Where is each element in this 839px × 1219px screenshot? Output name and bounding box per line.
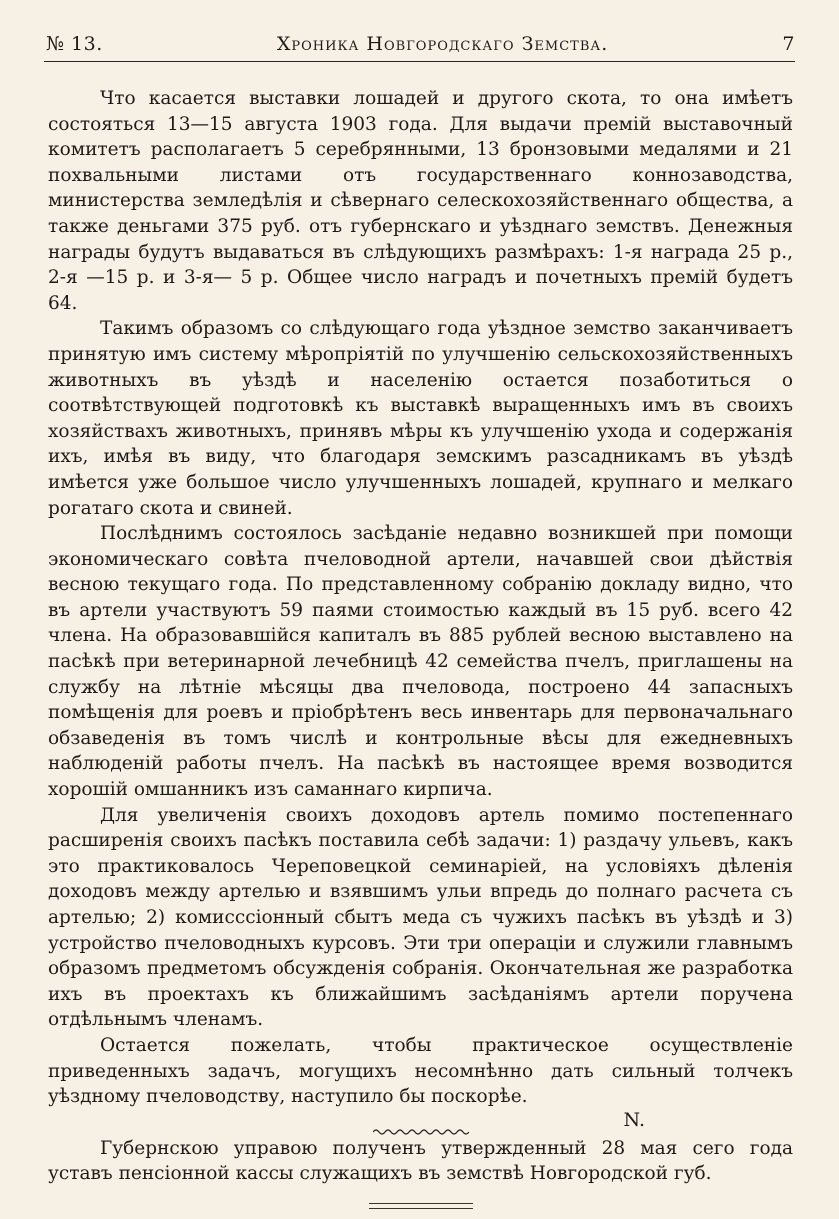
paragraph: Остается пожелать, чтобы практическое осуществленіе приведенныхъ задачъ, могущихъ несомнѣнно дать сильный толчекъ уѣздному пчеловодству, наступило бы поскорѣе.	[48, 1034, 793, 1108]
page-number: 7	[782, 33, 795, 55]
end-double-rule	[369, 1203, 473, 1209]
wavy-divider	[373, 1128, 469, 1136]
header-rule	[44, 61, 795, 62]
running-header	[46, 30, 795, 58]
author-signature: N.	[623, 1108, 645, 1131]
paragraph: Для увеличенія своихъ доходовъ артель помимо постепеннаго расширенія своихъ пасѣкъ поставила себѣ задачи: 1) раздачу ульевъ, какъ это практиковалось Череповецкой семинаріей, на условіяхъ дѣленія доходовъ между артелью и взявшимъ ульи впредь до полнаго расчета съ артелью; 2) комисссіонный сбытъ меда съ чужихъ пасѣкъ въ уѣздѣ и 3) устройство пчеловодныхъ курсовъ. Эти три операціи и служили главнымъ образомъ предметомъ обсужденія собранія. Окончательная же разработка ихъ въ проектахъ къ ближайшимъ засѣданіямъ артели поручена отдѣльнымъ членамъ.	[48, 804, 793, 1031]
journal-title: Хроника Новгородскаго Земства.	[276, 33, 609, 55]
news-note: Губернскою управою полученъ утвержденный 28 мая сего года уставъ пенсіонной кассы служащихъ въ земствѣ Новгородской губ.	[48, 1137, 793, 1185]
paragraph: Такимъ образомъ со слѣдующаго года уѣздное земство заканчиваетъ принятую имъ систему мѣропріятій по улучшенію сельскохозяйственныхъ животныхъ въ уѣздѣ и населенію остается позаботиться о соотвѣтствующей подготовкѣ къ выставкѣ выращенныхъ имъ въ своихъ хозяйствахъ животныхъ, принявъ мѣры къ улучшенію ухода и содержанія ихъ, имѣя въ виду, что благодаря земскимъ разсадникамъ въ уѣздѣ имѣется уже большое число улучшенныхъ лошадей, крупнаго и мелкаго рогатаго скота и свиней.	[48, 318, 793, 519]
paragraph: Что касается выставки лошадей и другого скота, то она имѣетъ состояться 13—15 августа 1903 года. Для выдачи премій выставочный комитетъ располагаетъ 5 серебрянными, 13 бронзовыми медалями и 21 похвальными листами отъ государственнаго коннозаводства, министерства земледѣлія и сѣвернаго селескохозяйственнаго общества, а также деньгами 375 руб. отъ губернскаго и уѣзднаго земствъ. Денежныя награды будутъ выдаваться въ слѣдующихъ размѣрахъ: 1-я награда 25 р., 2-я —15 р. и 3-я— 5 р. Общее число наградъ и почетныхъ премій будетъ 64.	[48, 88, 793, 314]
article-body	[48, 86, 793, 1209]
paragraph: Послѣднимъ состоялось засѣданіе недавно возникшей при помощи экономическаго совѣта пчеловодной артели, начавшей свои дѣйствія весною текущаго года. По представленному собранію докладу видно, что въ артели участвуютъ 59 паями стоимостью каждый въ 15 руб. всего 42 члена. На образовавшійся капиталъ въ 885 рублей весною выставлено на пасѣкѣ при ветеринарной лечебницѣ 42 семейства пчелъ, приглашены на службу на лѣтніе мѣсяцы два пчеловода, построено 44 запасныхъ помѣщенія для роевъ и пріобрѣтенъ весь инвентарь для первоначальнаго обзаведенія въ томъ числѣ и контрольные вѣсы для ежедневныхъ наблюденій работы пчелъ. На пасѣкѣ въ настоящее время возводится хорошій омшанникъ изъ саманнаго кирпича.	[48, 523, 793, 801]
issue-number: № 13.	[46, 33, 103, 55]
